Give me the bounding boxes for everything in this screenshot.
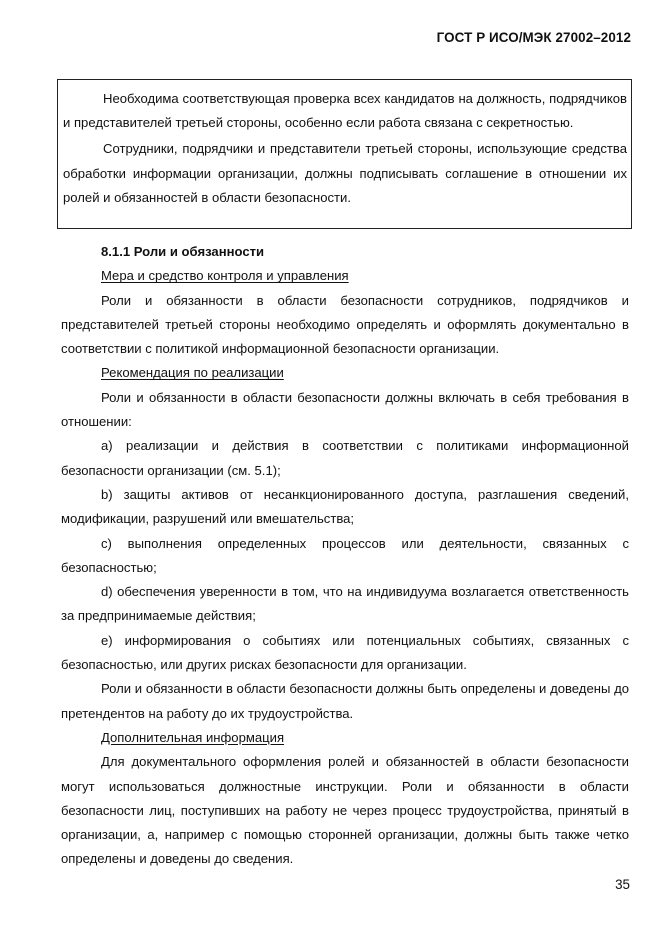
page-number: 35	[615, 877, 630, 892]
section-heading: 8.1.1 Роли и обязанности	[101, 244, 265, 259]
list-item: e) информирования о событиях или потенциальных событиях, связанных с безопасностью, или других рисках безопасности для организации.	[61, 632, 629, 673]
requirement-box	[57, 79, 632, 229]
guidance-label: Рекомендация по реализации	[101, 365, 284, 381]
list-item: c) выполнения определенных процессов или деятельности, связанных с безопасностью;	[61, 535, 629, 575]
guidance-conclusion: Роли и обязанности в области безопасности должны быть определены и доведены до претендентов на работу до их трудоустройства.	[61, 681, 629, 721]
control-text: Роли и обязанности в области безопасности сотрудников, подрядчиков и представителей третьей стороны необходимо определять и оформлять документально в соответствии с политикой информационной безопасности организации.	[61, 292, 629, 357]
list-item: b) защиты активов от несанкционированного доступа, разглашения сведений, модификации, разрушений или вмешательства;	[61, 486, 629, 527]
control-label: Мера и средство контроля и управления	[101, 268, 349, 284]
other-info-text: Для документального оформления ролей и обязанностей в области безопасности могут использоваться должностные инструкции. Роли и обязанности в области безопасности лиц, поступивших на работу не через процесс трудоустройства, принятый в организации, а, например с помощью сторонней организации, должны быть также четко определены и доведены до сведения.	[61, 754, 629, 867]
other-info-label: Дополнительная информация	[101, 729, 285, 745]
box-paragraph: Сотрудники, подрядчики и представители третьей стороны, использующие средства обработки информации организации, должны подписывать соглашение в отношении их ролей и обязанностей в области безопасности.	[63, 141, 627, 205]
guidance-intro: Роли и обязанности в области безопасности должны включать в себя требования в отношении:	[61, 389, 629, 430]
box-paragraph: Необходима соответствующая проверка всех кандидатов на должность, подрядчиков и представителей третьей стороны, особенно если работа связана с секретностью.	[63, 91, 627, 131]
list-item: d) обеспечения уверенности в том, что на индивидуума возлагается ответственность за предпринимаемые действия;	[61, 584, 629, 624]
list-item: a) реализации и действия в соответствии с политиками информационной безопасности организации (см. 5.1);	[61, 438, 629, 478]
section-content	[61, 240, 629, 872]
document-header: ГОСТ Р ИСО/МЭК 27002–2012	[436, 30, 631, 45]
